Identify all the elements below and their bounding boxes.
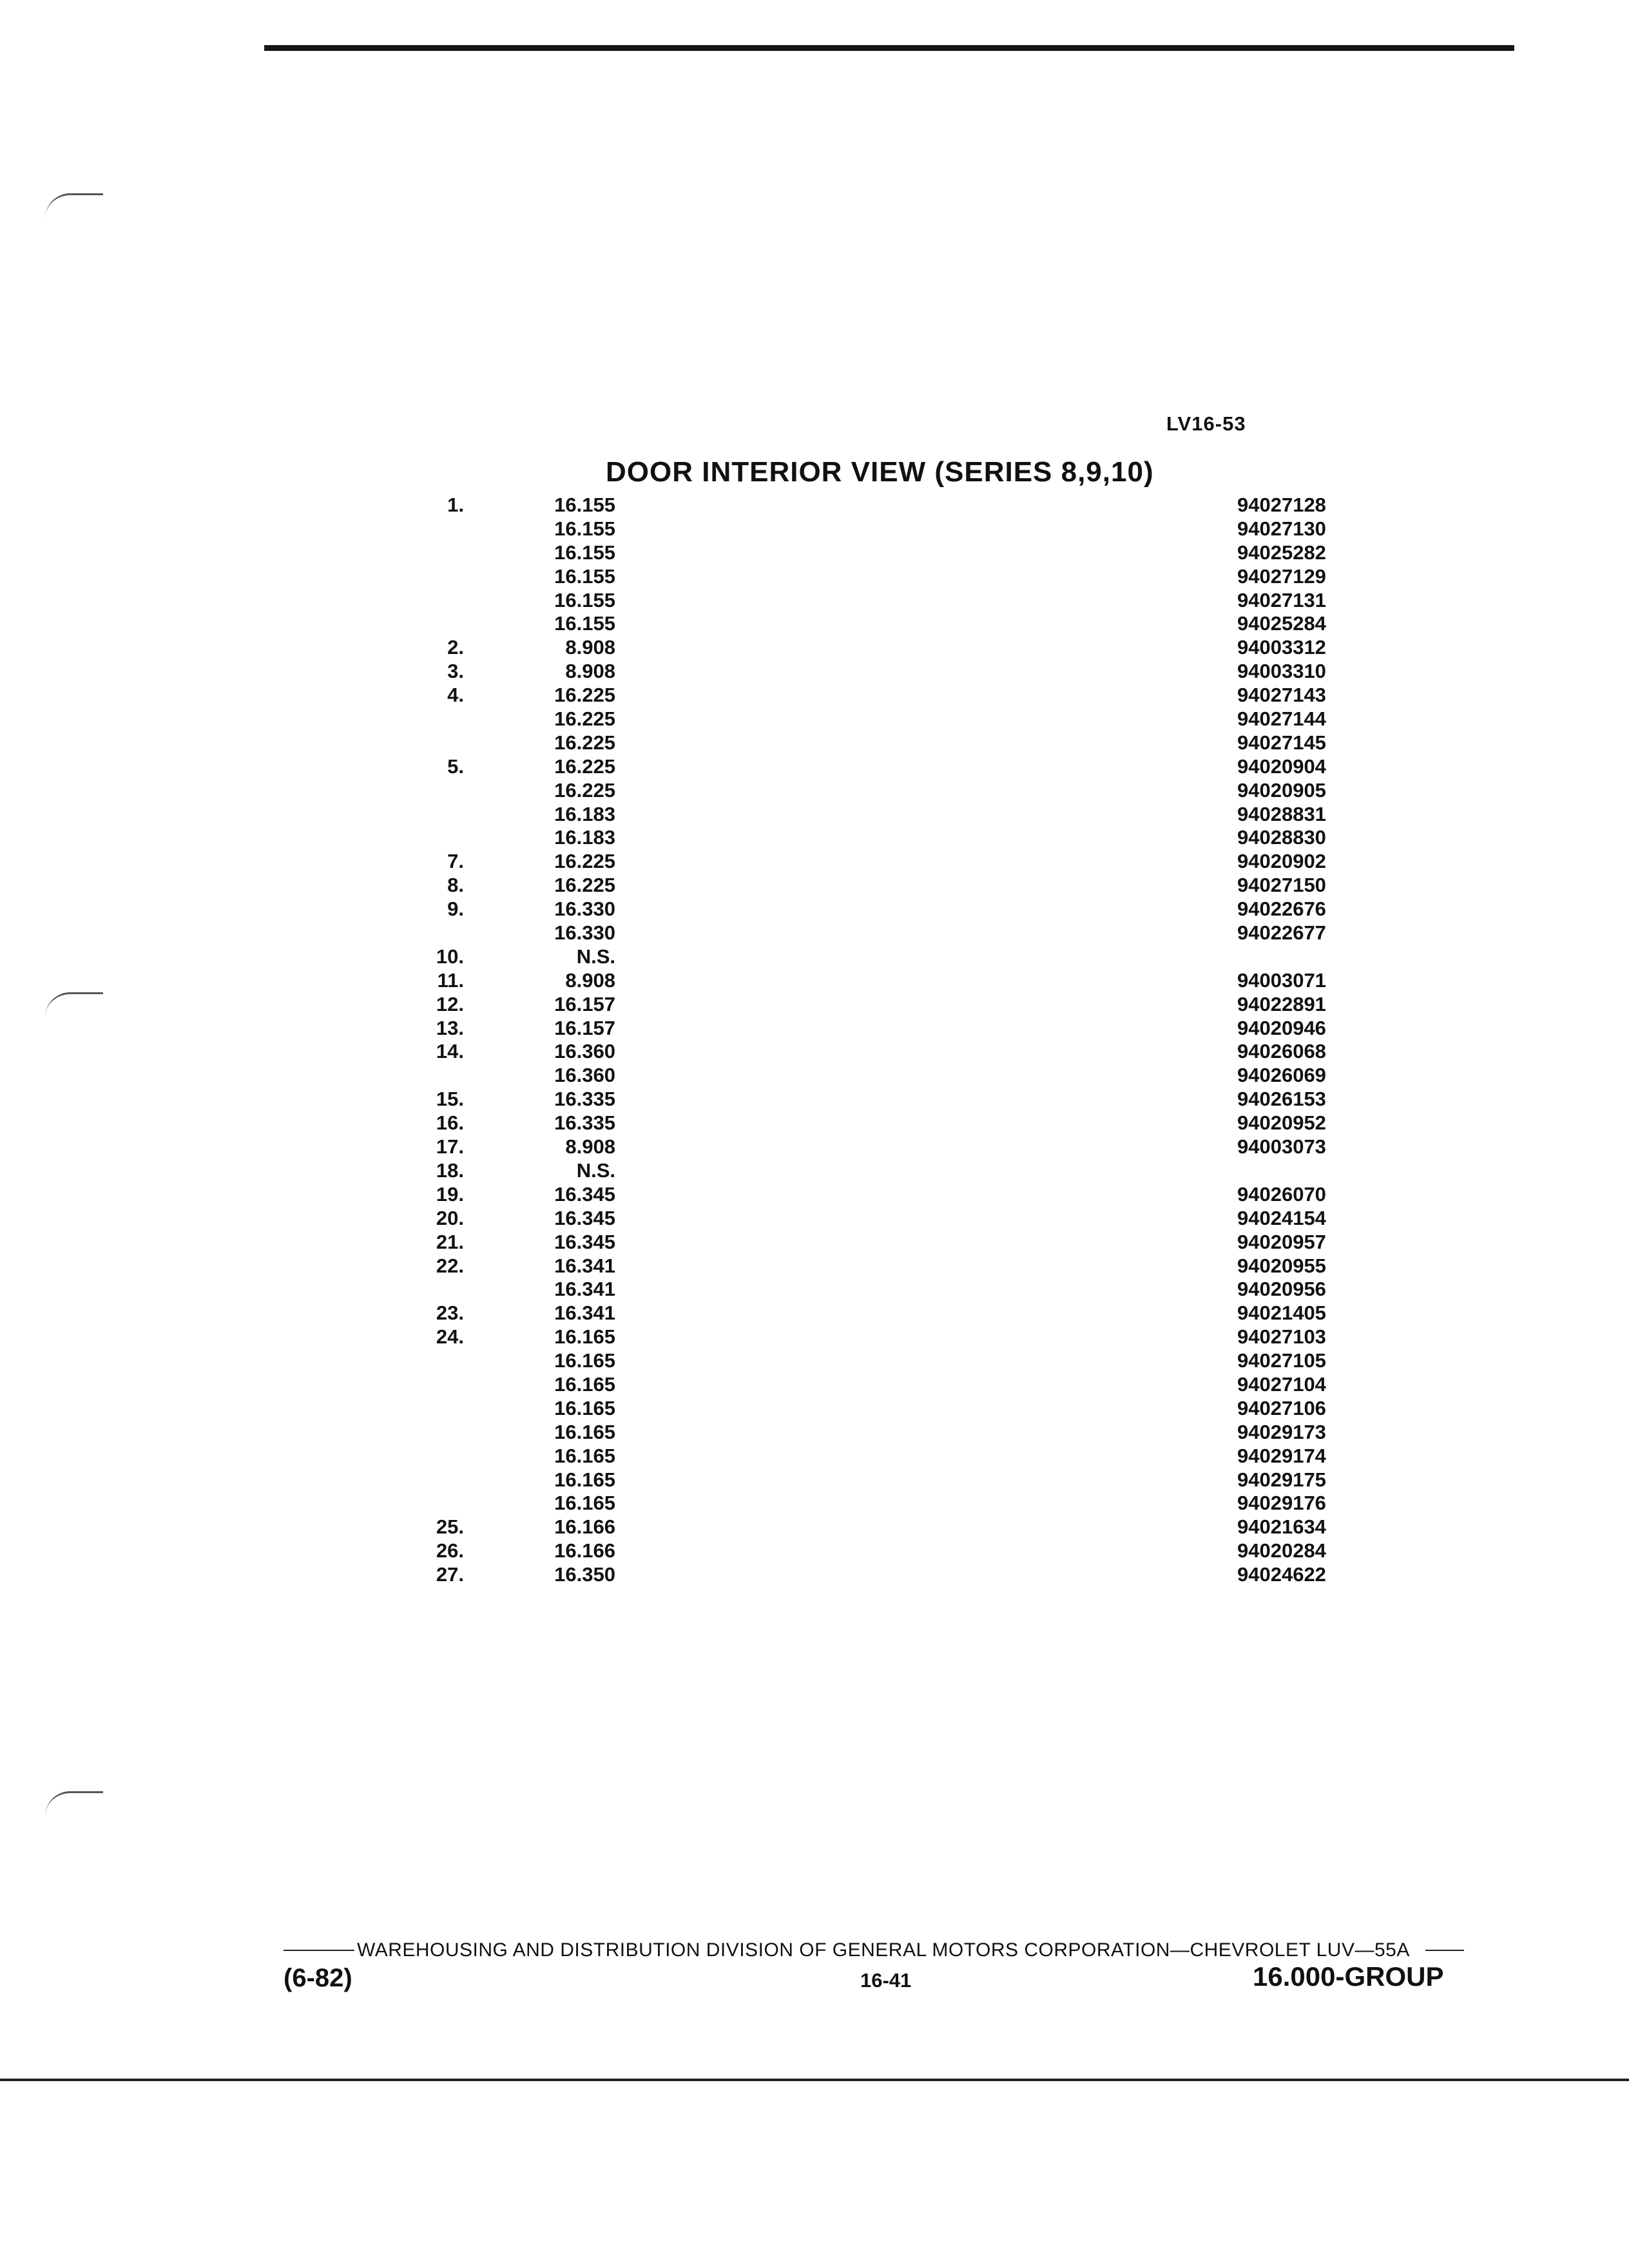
part-row: [412, 969, 1379, 993]
group-number: 16.157: [554, 1016, 615, 1039]
item-number: 7.: [447, 850, 464, 873]
part-row: [412, 660, 1379, 684]
group-number: 16.225: [554, 874, 615, 897]
item-number: 16.: [436, 1111, 464, 1135]
part-row: [412, 1468, 1379, 1492]
group-number: 16.165: [554, 1396, 615, 1419]
item-number: 3.: [447, 660, 464, 683]
part-number: 94003071: [1237, 968, 1326, 992]
part-number: 94003310: [1237, 660, 1326, 683]
item-number: 24.: [436, 1325, 464, 1349]
item-number: 20.: [436, 1206, 464, 1229]
part-number: 94026068: [1237, 1040, 1326, 1063]
group-number: 16.183: [554, 826, 615, 849]
part-number: 94026070: [1237, 1182, 1326, 1206]
part-number: 94021405: [1237, 1302, 1326, 1325]
group-number: 16.341: [554, 1254, 615, 1277]
part-row: [412, 1302, 1379, 1325]
part-row: [412, 1017, 1379, 1041]
part-number: 94020905: [1237, 778, 1326, 802]
part-row: [412, 755, 1379, 779]
part-number: 94029176: [1237, 1492, 1326, 1515]
part-row: [412, 1207, 1379, 1231]
item-number: 18.: [436, 1158, 464, 1182]
item-number: 5.: [447, 754, 464, 778]
part-row: [412, 1397, 1379, 1421]
part-row: [412, 1088, 1379, 1111]
part-row: [412, 993, 1379, 1017]
group-number: 16.166: [554, 1515, 615, 1539]
group-number: 16.155: [554, 494, 615, 516]
part-number: 94029174: [1237, 1444, 1326, 1467]
item-number: 15.: [436, 1088, 464, 1111]
part-number: 94028831: [1237, 802, 1326, 825]
footer-page-number: 16-41: [860, 1969, 912, 1992]
part-number: 94003073: [1237, 1135, 1326, 1158]
part-row: [412, 612, 1379, 636]
footer-dash-right: [1425, 1950, 1464, 1951]
group-number: 16.165: [554, 1492, 615, 1515]
item-number: 22.: [436, 1254, 464, 1277]
top-rule: [264, 45, 1514, 51]
group-number: 16.155: [554, 588, 615, 611]
group-number: 16.183: [554, 802, 615, 825]
group-number: 16.165: [554, 1349, 615, 1372]
group-number: 16.165: [554, 1468, 615, 1491]
group-number: N.S.: [576, 945, 615, 968]
part-row: [412, 1373, 1379, 1397]
group-number: N.S.: [576, 1158, 615, 1182]
footer-group: 16.000-GROUP: [1253, 1961, 1444, 1992]
part-number: 94027150: [1237, 874, 1326, 897]
footer-division: WAREHOUSING AND DISTRIBUTION DIVISION OF GENERAL MOTORS CORPORATION—CHEVROLET LUV—55A: [357, 1939, 1410, 1961]
part-row: [412, 589, 1379, 613]
footer-date: (6-82): [284, 1964, 352, 1992]
part-row: [412, 1539, 1379, 1563]
footer-division-line: [284, 1939, 1495, 1961]
group-number: 16.165: [554, 1444, 615, 1467]
group-number: 16.155: [554, 564, 615, 588]
group-number: 16.155: [554, 517, 615, 540]
part-number: 94027143: [1237, 684, 1326, 707]
part-row: [412, 1278, 1379, 1302]
item-number: 25.: [436, 1515, 464, 1539]
part-number: 94027104: [1237, 1372, 1326, 1396]
group-number: 16.225: [554, 778, 615, 802]
part-number: 94020946: [1237, 1016, 1326, 1039]
group-number: 16.165: [554, 1372, 615, 1396]
group-number: 16.165: [554, 1325, 615, 1349]
part-number: 94022677: [1237, 921, 1326, 945]
part-row: [412, 803, 1379, 827]
part-row: [412, 684, 1379, 707]
part-number: 94020956: [1237, 1278, 1326, 1301]
part-number: 94024154: [1237, 1206, 1326, 1229]
margin-mark: [45, 193, 103, 218]
part-row: [412, 517, 1379, 541]
part-row: [412, 1492, 1379, 1515]
part-row: [412, 1563, 1379, 1587]
item-number: 11.: [437, 968, 464, 992]
part-row: [412, 731, 1379, 755]
group-number: 16.225: [554, 707, 615, 731]
part-row: [412, 565, 1379, 589]
part-number: 94025284: [1237, 612, 1326, 635]
part-row: [412, 1064, 1379, 1088]
group-number: 16.330: [554, 898, 615, 921]
part-row: [412, 1515, 1379, 1539]
item-number: 14.: [436, 1040, 464, 1063]
item-number: 1.: [447, 494, 464, 516]
part-number: 94024622: [1237, 1563, 1326, 1586]
item-number: 4.: [447, 684, 464, 707]
part-row: [412, 850, 1379, 874]
group-number: 8.908: [565, 968, 615, 992]
part-number: 94003312: [1237, 636, 1326, 659]
part-number: 94027128: [1237, 494, 1326, 516]
part-row: [412, 1231, 1379, 1254]
group-number: 16.341: [554, 1302, 615, 1325]
part-number: 94020955: [1237, 1254, 1326, 1277]
figure-reference: LV16-53: [1166, 412, 1246, 435]
part-number: 94020952: [1237, 1111, 1326, 1135]
item-number: 27.: [436, 1563, 464, 1586]
part-number: 94026153: [1237, 1088, 1326, 1111]
group-number: 16.350: [554, 1563, 615, 1586]
group-number: 8.908: [565, 660, 615, 683]
part-number: 94027106: [1237, 1396, 1326, 1419]
group-number: 8.908: [565, 636, 615, 659]
group-number: 16.166: [554, 1539, 615, 1562]
item-number: 9.: [447, 898, 464, 921]
item-number: 21.: [436, 1230, 464, 1253]
part-number: 94021634: [1237, 1515, 1326, 1539]
part-row: [412, 636, 1379, 660]
part-row: [412, 1421, 1379, 1445]
group-number: 16.225: [554, 684, 615, 707]
item-number: 10.: [436, 945, 464, 968]
part-number: 94027129: [1237, 564, 1326, 588]
part-row: [412, 779, 1379, 803]
part-number: 94020902: [1237, 850, 1326, 873]
item-number: 13.: [436, 1016, 464, 1039]
part-row: [412, 874, 1379, 898]
group-number: 16.360: [554, 1064, 615, 1087]
part-row: [412, 826, 1379, 850]
part-number: 94028830: [1237, 826, 1326, 849]
group-number: 8.908: [565, 1135, 615, 1158]
part-number: 94026069: [1237, 1064, 1326, 1087]
group-number: 16.225: [554, 731, 615, 754]
part-row: [412, 945, 1379, 969]
part-number: 94029173: [1237, 1420, 1326, 1443]
margin-mark: [45, 992, 103, 1017]
part-row: [412, 707, 1379, 731]
parts-list: [412, 494, 1379, 1587]
item-number: 12.: [436, 992, 464, 1015]
item-number: 8.: [447, 874, 464, 897]
group-number: 16.225: [554, 850, 615, 873]
part-number: 94027103: [1237, 1325, 1326, 1349]
part-number: 94027145: [1237, 731, 1326, 754]
part-row: [412, 1111, 1379, 1135]
group-number: 16.157: [554, 992, 615, 1015]
part-row: [412, 1159, 1379, 1183]
group-number: 16.330: [554, 921, 615, 945]
item-number: 2.: [447, 636, 464, 659]
part-row: [412, 494, 1379, 517]
part-row: [412, 1135, 1379, 1159]
part-row: [412, 1325, 1379, 1349]
group-number: 16.345: [554, 1206, 615, 1229]
part-number: 94027144: [1237, 707, 1326, 731]
group-number: 16.335: [554, 1088, 615, 1111]
part-number: 94022891: [1237, 992, 1326, 1015]
margin-mark: [45, 1791, 103, 1816]
group-number: 16.341: [554, 1278, 615, 1301]
footer-dash-left: [284, 1950, 354, 1951]
page-title: DOOR INTERIOR VIEW (SERIES 8,9,10): [606, 456, 1154, 488]
part-row: [412, 1183, 1379, 1207]
part-number: 94020904: [1237, 754, 1326, 778]
part-row: [412, 541, 1379, 565]
part-number: 94027131: [1237, 588, 1326, 611]
item-number: 19.: [436, 1182, 464, 1206]
part-number: 94027130: [1237, 517, 1326, 540]
group-number: 16.335: [554, 1111, 615, 1135]
item-number: 23.: [436, 1302, 464, 1325]
part-row: [412, 898, 1379, 921]
group-number: 16.345: [554, 1182, 615, 1206]
part-number: 94020957: [1237, 1230, 1326, 1253]
part-row: [412, 921, 1379, 945]
part-number: 94022676: [1237, 898, 1326, 921]
part-number: 94029175: [1237, 1468, 1326, 1491]
part-number: 94027105: [1237, 1349, 1326, 1372]
part-row: [412, 1040, 1379, 1064]
group-number: 16.155: [554, 541, 615, 564]
group-number: 16.155: [554, 612, 615, 635]
group-number: 16.360: [554, 1040, 615, 1063]
part-row: [412, 1349, 1379, 1373]
part-number: 94020284: [1237, 1539, 1326, 1562]
part-row: [412, 1254, 1379, 1278]
part-row: [412, 1445, 1379, 1468]
item-number: 17.: [436, 1135, 464, 1158]
bottom-rule: [0, 2079, 1629, 2081]
item-number: 26.: [436, 1539, 464, 1562]
group-number: 16.165: [554, 1420, 615, 1443]
group-number: 16.225: [554, 754, 615, 778]
part-number: 94025282: [1237, 541, 1326, 564]
group-number: 16.345: [554, 1230, 615, 1253]
